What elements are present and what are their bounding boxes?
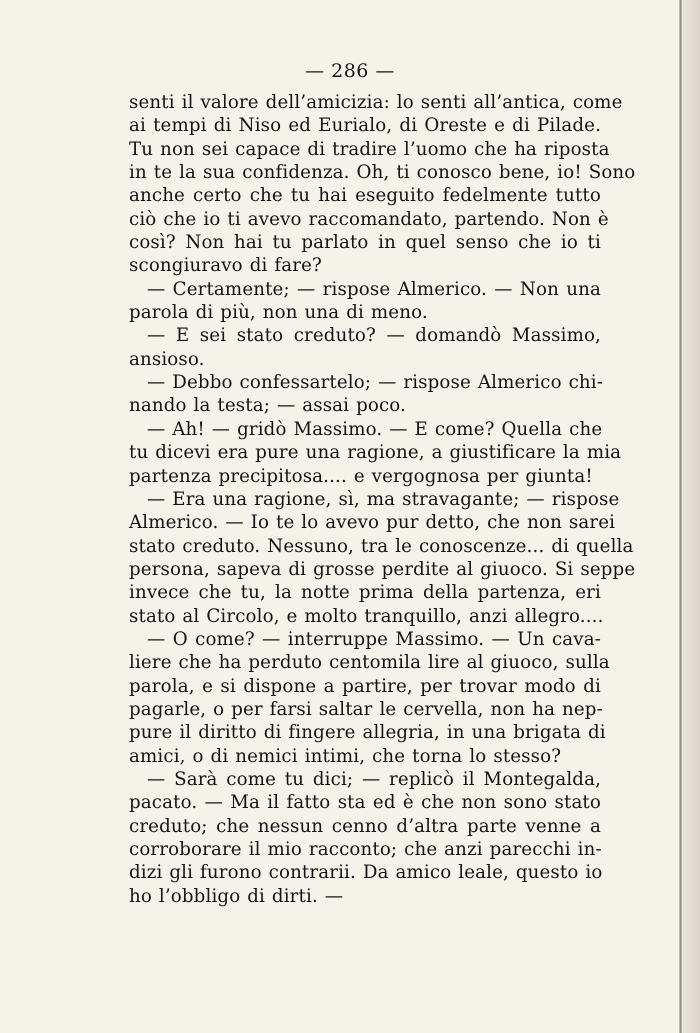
text-line: in te la sua confidenza. Oh, ti conosco bene, io! Sono (129, 162, 636, 184)
text-line: stato al Circolo, e molto tranquillo, anzi allegro.... (129, 605, 604, 627)
body-text (129, 91, 636, 908)
text-line: Tu non sei capace di tradire l’uomo che ha riposta (129, 138, 610, 160)
text-line: — Debbo confessartelo; — rispose Almerico chi- (147, 372, 604, 394)
text-line: persona, sapeva di grosse perdite al giuoco. Si seppe (129, 558, 636, 580)
text-line: senti il valore dell’amicizia: lo senti all’antica, come (129, 92, 623, 113)
text-line: liere che ha perduto centomila lire al giuoco, sulla (129, 652, 610, 674)
text-line: invece che tu, la notte prima della partenza, eri (129, 582, 601, 604)
text-line: ansioso. (129, 348, 205, 370)
text-line: — Era una ragione, sì, ma stravagante; — rispose (147, 488, 620, 510)
text-line: anche certo che tu hai eseguito fedelmente tutto (129, 185, 601, 207)
text-line: pure il diritto di fingere allegria, in una brigata di (129, 722, 606, 744)
text-line: amici, o di nemici intimi, che torna lo stesso? (129, 745, 562, 767)
text-line: pacato. — Ma il fatto sta ed è che non sono stato (129, 792, 601, 814)
text-line: parola, e si dispone a partire, per trovar modo di (129, 675, 601, 697)
page-number: — 286 — (305, 60, 395, 82)
text-line: così? Non hai tu parlato in quel senso che io ti (129, 232, 601, 254)
text-line: dizi gli furono contrarii. Da amico leale, questo io (129, 862, 603, 884)
text-line: scongiuravo di fare? (129, 255, 322, 277)
text-line: Almerico. — Io te lo avevo pur detto, che non sarei (129, 512, 616, 534)
text-line: corroborare il mio racconto; che anzi parecchi in- (129, 839, 602, 860)
text-line: tu dicevi era pure una ragione, a giustificare la mia (129, 442, 622, 464)
text-line: stato creduto. Nessuno, tra le conoscenze... di quella (129, 535, 634, 557)
text-line: — E sei stato creduto? — domandò Massimo, (147, 325, 601, 347)
text-line: parola di più, non una di meno. (129, 302, 428, 324)
text-line: — Certamente; — rispose Almerico. — Non una (147, 278, 601, 300)
text-line: — Ah! — gridò Massimo. — E come? Quella che (147, 418, 603, 440)
page-binding-edge (679, 0, 682, 1033)
text-line: pagarle, o per farsi saltar le cervella, non ha nep- (129, 698, 603, 720)
text-line: — O come? — interruppe Massimo. — Un cava- (147, 628, 601, 650)
text-line: ciò che io ti avevo raccomandato, partendo. Non è (129, 208, 609, 230)
page-edge-shadow (682, 0, 700, 1033)
text-line: nando la testa; — assai poco. (129, 395, 407, 417)
text-line: — Sarà come tu dici; — replicò il Montegalda, (147, 768, 601, 790)
text-line: ho l’obbligo di dirti. — (129, 885, 344, 907)
text-line: creduto; che nessun cenno d’altra parte venne a (129, 815, 601, 837)
text-line: partenza precipitosa.... e vergognosa per giunta! (129, 465, 593, 487)
text-line: ai tempi di Niso ed Eurialo, di Oreste e di Pilade. (129, 115, 601, 137)
